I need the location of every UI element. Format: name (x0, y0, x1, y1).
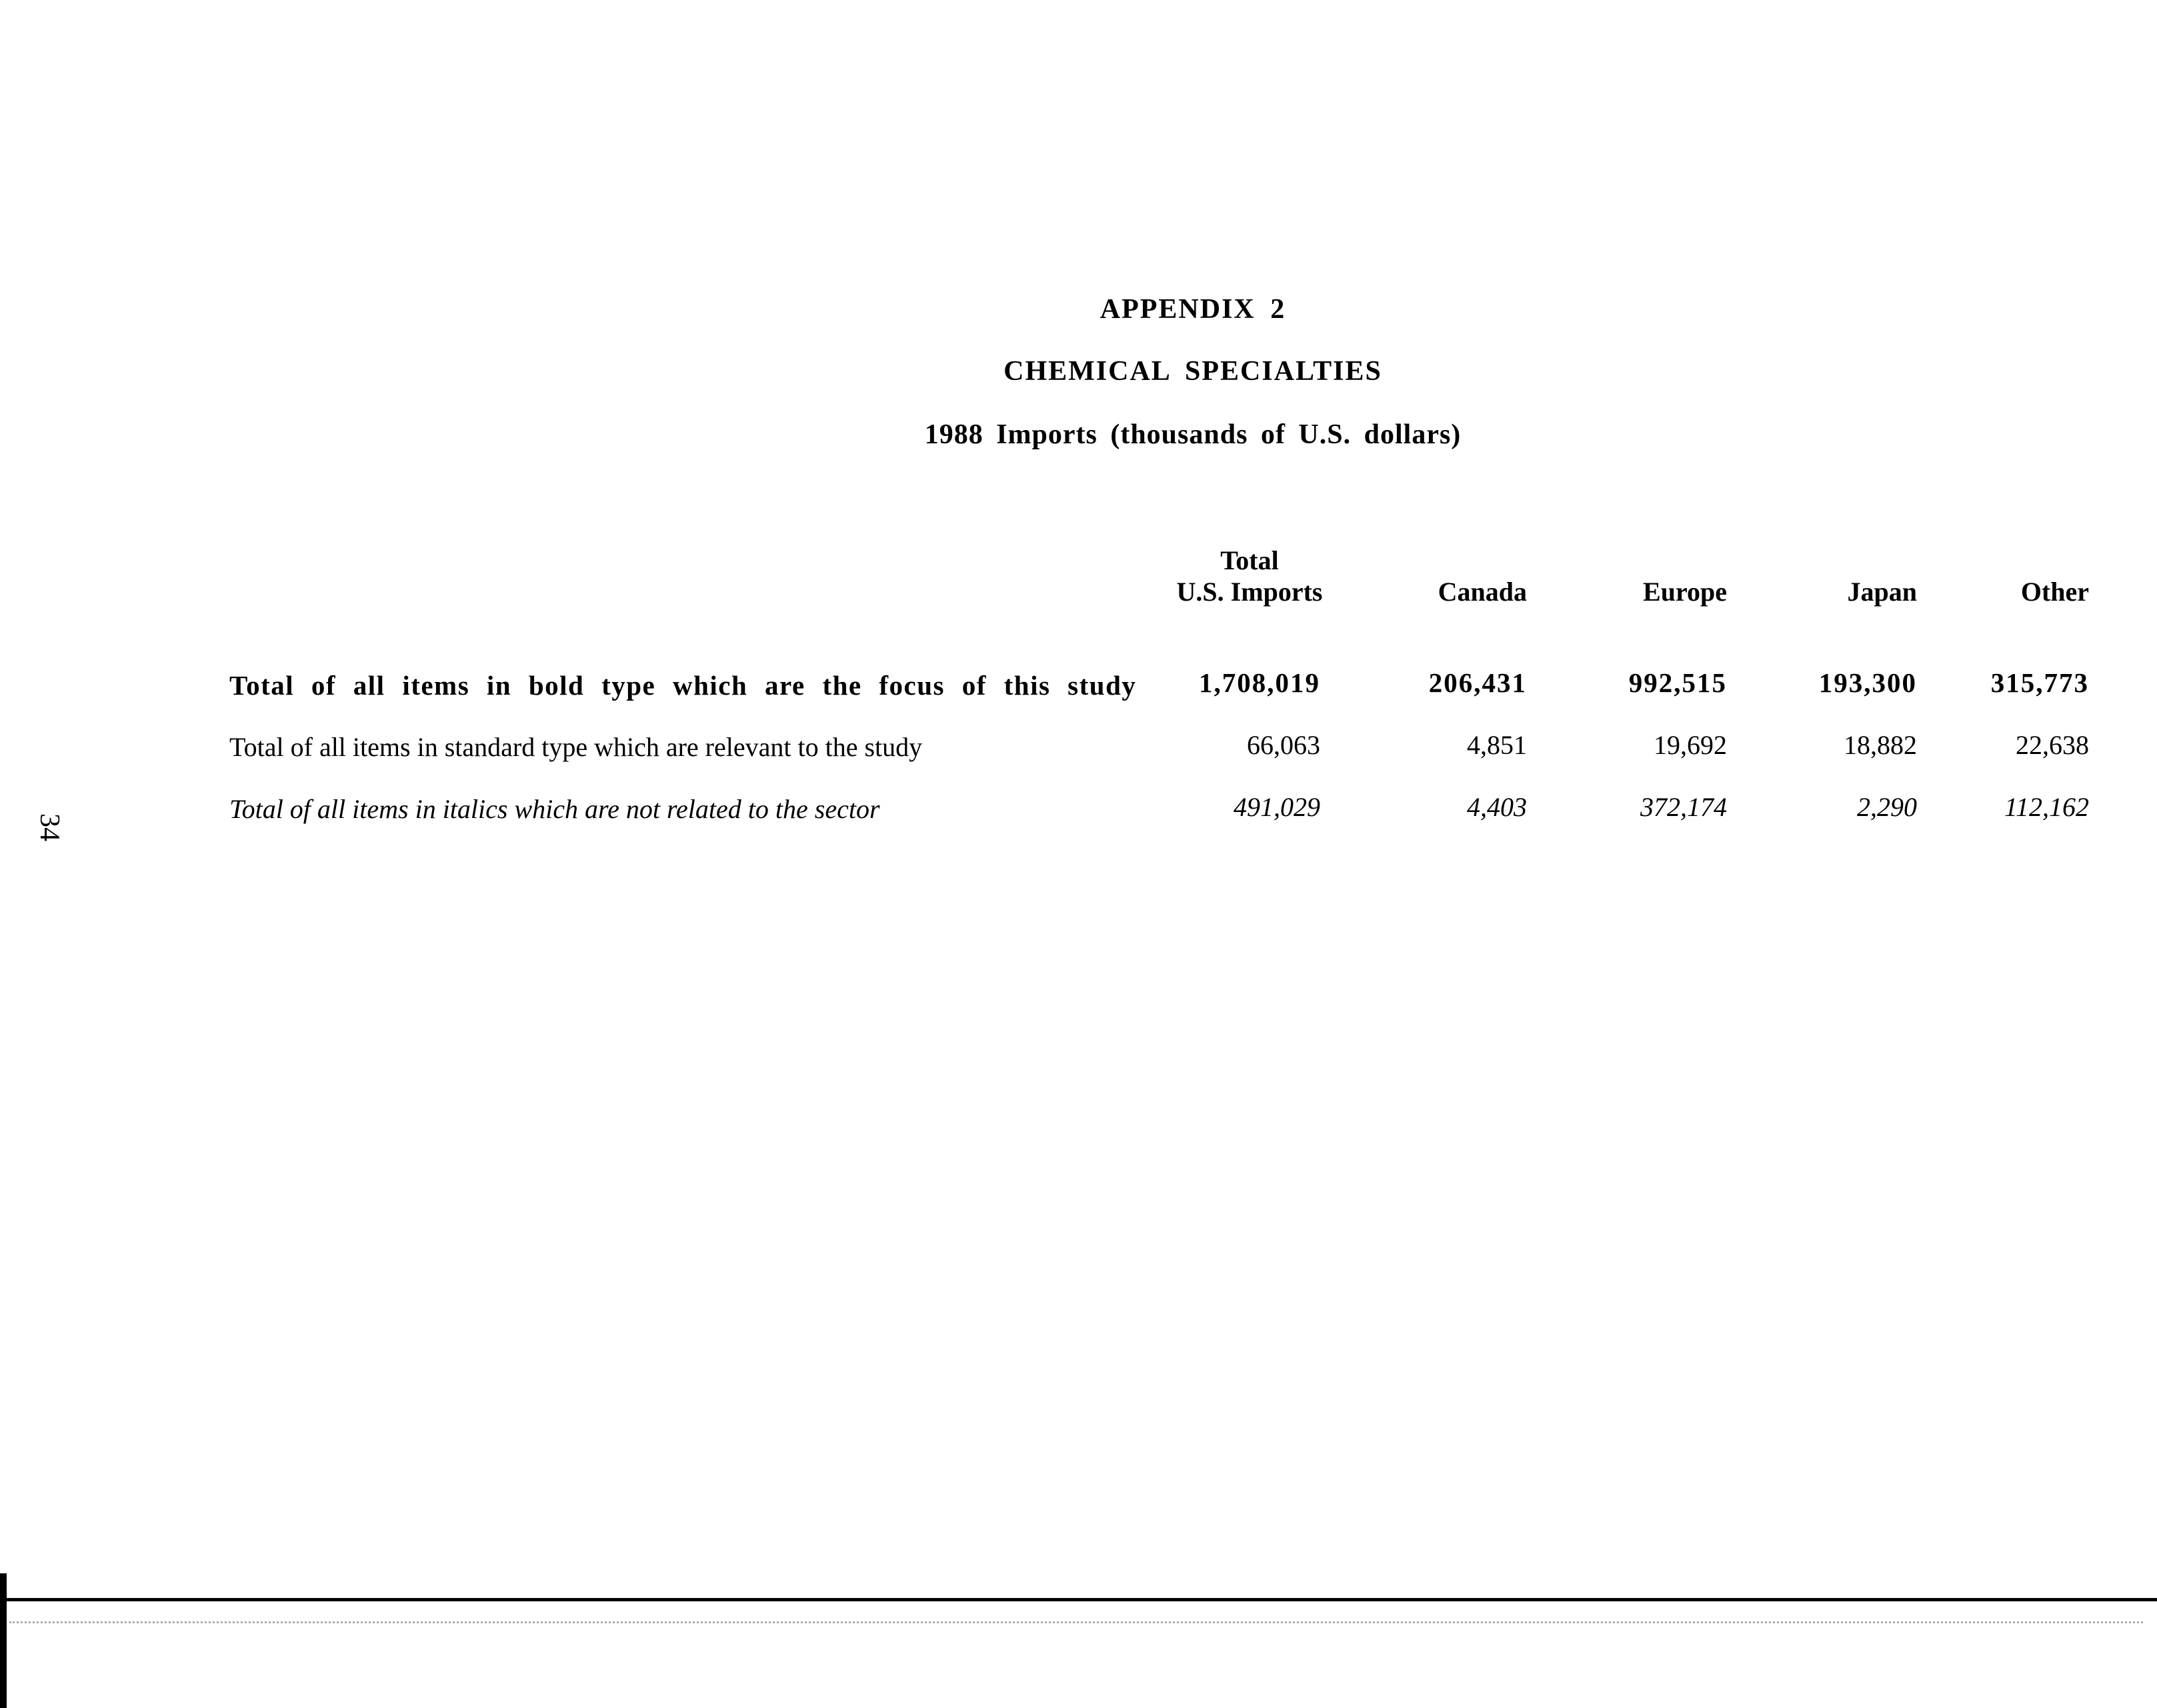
header-total-line2: U.S. Imports (1176, 577, 1323, 607)
scan-edge-line (0, 1598, 2157, 1601)
cell-other: 22,638 (2016, 730, 2089, 760)
cell-europe: 372,174 (1640, 792, 1727, 822)
cell-other: 112,162 (2004, 792, 2089, 822)
cell-japan: 193,300 (1818, 667, 1917, 698)
cell-canada: 4,851 (1467, 730, 1527, 760)
cell-other: 315,773 (1990, 667, 2089, 698)
cell-total: 1,708,019 (1199, 667, 1320, 698)
cell-total: 491,029 (1234, 792, 1320, 822)
cell-europe: 992,515 (1628, 667, 1727, 698)
scan-edge-dots (9, 1621, 2143, 1623)
header-total-us-imports (1156, 545, 1343, 607)
header-japan: Japan (1847, 577, 1917, 607)
cell-canada: 206,431 (1428, 667, 1527, 698)
cell-japan: 2,290 (1857, 792, 1917, 822)
row-label-italic: Total of all items in italics which are not related to the sector (229, 794, 880, 824)
header-canada: Canada (1438, 577, 1527, 607)
header-europe: Europe (1643, 577, 1727, 607)
cell-canada: 4,403 (1467, 792, 1527, 822)
scan-edge-left (0, 1573, 7, 1708)
header-total-line1: Total (1220, 545, 1279, 575)
header-other: Other (2020, 577, 2089, 607)
row-label-standard: Total of all items in standard type which are relevant to the study (229, 732, 923, 762)
cell-total: 66,063 (1247, 730, 1320, 760)
row-label-bold: Total of all items in bold type which are the focus of this study (229, 670, 1137, 701)
cell-japan: 18,882 (1844, 730, 1917, 760)
appendix-heading: APPENDIX 2 (1100, 294, 1286, 325)
cell-europe: 19,692 (1654, 730, 1727, 760)
page-number: 34 (34, 813, 65, 841)
page-subtitle: 1988 Imports (thousands of U.S. dollars) (924, 419, 1462, 450)
page-title: CHEMICAL SPECIALTIES (1003, 356, 1382, 387)
